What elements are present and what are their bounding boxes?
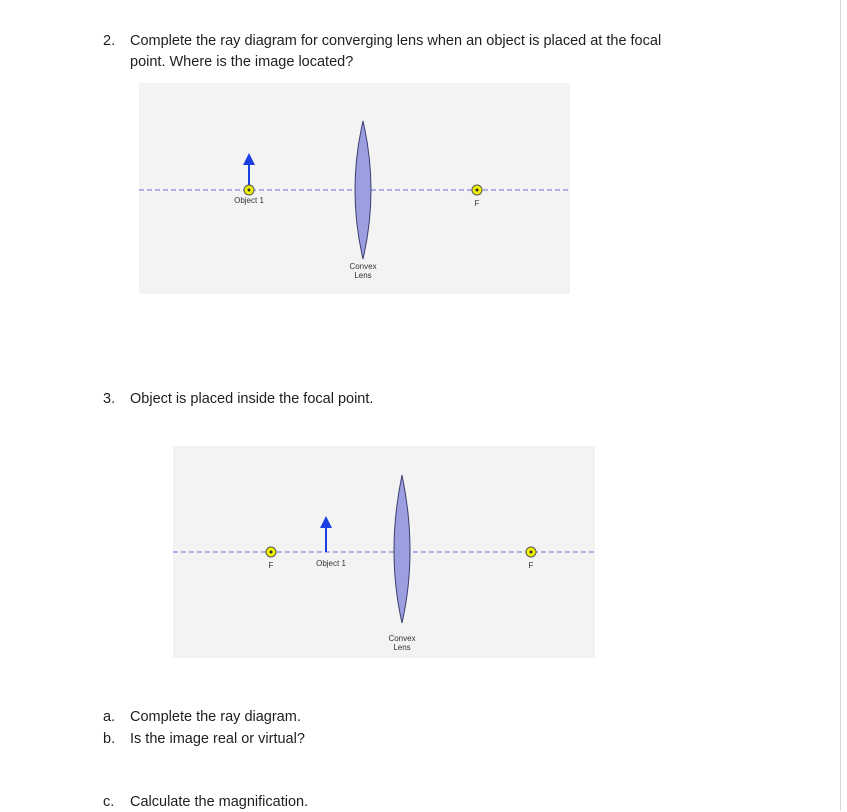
subquestion-text: Calculate the magnification. bbox=[130, 794, 309, 810]
question-number: 3. bbox=[103, 391, 116, 407]
object-label: Object 1 bbox=[234, 196, 264, 205]
subquestion-c bbox=[103, 792, 703, 811]
focal-label: F bbox=[474, 199, 480, 208]
question-text-line1: Object is placed inside the focal point. bbox=[130, 391, 374, 407]
lens-label-line1: Convex bbox=[388, 634, 416, 643]
focal-label-left: F bbox=[268, 561, 274, 570]
focal-label-right: F bbox=[528, 561, 534, 570]
focal-point-marker-object bbox=[244, 185, 254, 195]
lens-label-line1: Convex bbox=[349, 262, 377, 271]
lens-label-line2: Lens bbox=[354, 271, 372, 280]
ray-diagram-focal-point bbox=[139, 83, 570, 294]
question-3 bbox=[103, 389, 803, 411]
question-number: 2. bbox=[103, 33, 116, 49]
subquestion-letter: a. bbox=[103, 709, 116, 725]
subquestion-a bbox=[103, 707, 703, 729]
subquestion-text: Is the image real or virtual? bbox=[130, 731, 305, 747]
subquestion-letter: b. bbox=[103, 731, 116, 747]
focal-point-marker-left bbox=[266, 547, 276, 557]
subquestion-letter: c. bbox=[103, 794, 115, 810]
convex-lens bbox=[394, 475, 410, 623]
lens-label-line2: Lens bbox=[393, 643, 411, 652]
question-text-line2: point. Where is the image located? bbox=[130, 54, 354, 70]
convex-lens bbox=[355, 121, 371, 259]
page-edge bbox=[840, 0, 841, 811]
object-label: Object 1 bbox=[316, 559, 346, 568]
object-arrow bbox=[243, 153, 255, 190]
focal-point-marker-right bbox=[526, 547, 536, 557]
question-2 bbox=[103, 31, 803, 73]
ray-diagram-inside-focal bbox=[173, 446, 595, 658]
subquestion-b bbox=[103, 729, 703, 751]
subquestion-text: Complete the ray diagram. bbox=[130, 709, 301, 725]
object-arrow bbox=[320, 516, 332, 552]
focal-point-marker-right bbox=[472, 185, 482, 195]
question-text-line1: Complete the ray diagram for converging lens when an object is placed at the focal bbox=[130, 33, 662, 49]
